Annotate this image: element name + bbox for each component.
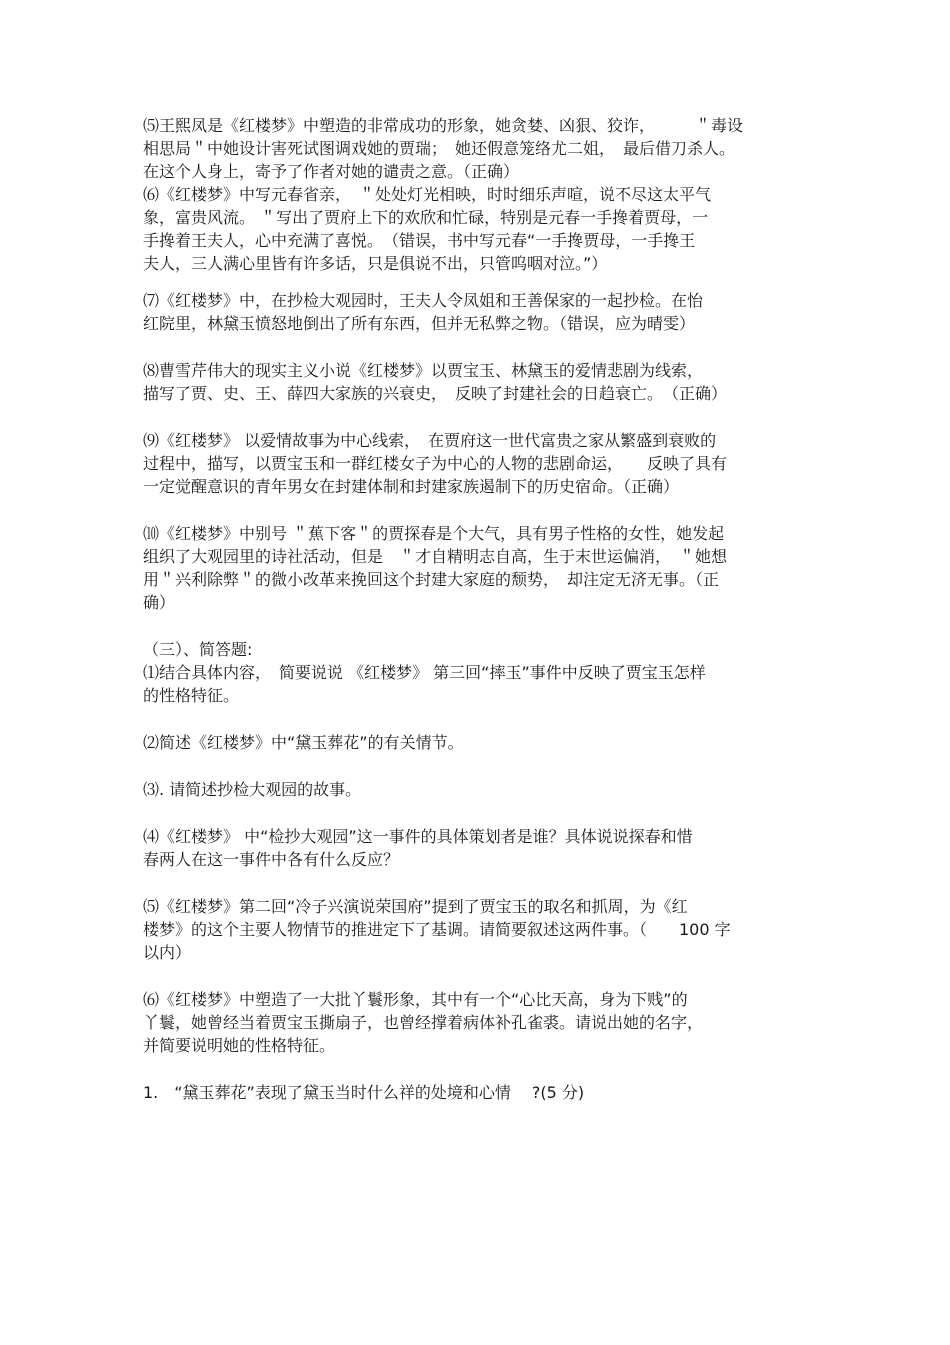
text-line: 一定觉醒意识的青年男女在封建体制和封建家族遏制下的历史宿命。（正确） <box>143 477 680 496</box>
statement-6 <box>143 183 813 275</box>
statement-7 <box>143 289 813 335</box>
spacer <box>143 335 813 359</box>
text-line: 楼梦》的这个主要人物情节的推进定下了基调。请简要叙述这两件事。（ 100 字 <box>143 920 731 939</box>
question-1 <box>143 661 813 707</box>
question-6 <box>143 988 813 1057</box>
text-line: ⑽《红楼梦》中别号 ＂蕉下客＂的贾探春是个大气，具有男子性格的女性，她发起 <box>143 524 725 543</box>
spacer <box>143 614 813 638</box>
text-line: 夫人，三人满心里皆有许多话，只是俱说不出，只管呜咽对泣。”） <box>143 254 608 273</box>
spacer <box>143 871 813 895</box>
text-line: 象，富贵风流。 ＂写出了贾府上下的欢欣和忙碌，特别是元春一手搀着贾母，一 <box>143 208 709 227</box>
text-line: 在这个人身上，寄予了作者对她的谴责之意。（正确） <box>143 162 520 181</box>
section-heading <box>143 638 813 661</box>
spacer <box>143 1057 813 1081</box>
spacer <box>143 754 813 778</box>
spacer <box>143 707 813 731</box>
question-2 <box>143 731 813 754</box>
text-line: ⑼《红楼梦》 以爱情故事为中心线索， 在贾府这一世代富贵之家从繁盛到衰败的 <box>143 431 717 450</box>
text-line: ⑹《红楼梦》中写元春省亲， ＂处处灯光相映，时时细乐声喧，说不尽这太平气 <box>143 185 712 204</box>
spacer <box>143 801 813 825</box>
text-line: 的性格特征。 <box>143 686 240 705</box>
text-line: 以内） <box>143 943 192 962</box>
spacer <box>143 405 813 429</box>
section-heading-text: （三）、简答题: <box>143 640 253 659</box>
text-line: 红院里，林黛玉愤怒地倒出了所有东西，但并无私弊之物。（错误，应为晴雯） <box>143 314 696 333</box>
text-line: 丫鬟，她曾经当着贾宝玉撕扇子，也曾经撑着病体补孔雀裘。请说出她的名字， <box>143 1013 704 1032</box>
text-line: 用＂兴利除弊＂的微小改革来挽回这个封建大家庭的颓势， 却注定无济无事。（正 <box>143 570 720 589</box>
text-line: ⑻曹雪芹伟大的现实主义小说《红楼梦》以贾宝玉、林黛玉的爱情悲剧为线索， <box>143 361 704 380</box>
text-line: ⑵简述《红楼梦》中“黛玉葬花”的有关情节。 <box>143 733 464 752</box>
text-line: 描写了贾、史、王、薛四大家族的兴衰史， 反映了封建社会的日趋衰亡。 （正确） <box>143 384 728 403</box>
spacer <box>143 498 813 522</box>
text-line: 手搀着王夫人，心中充满了喜悦。 （错误，书中写元春“一手搀贾母，一手搀王 <box>143 231 696 250</box>
statement-8 <box>143 359 813 405</box>
text-line: ⑸王熙凤是《红楼梦》中塑造的非常成功的形象，她贪婪、凶狠、狡诈， ＂毒设 <box>143 116 744 135</box>
text-line: 相思局＂中她设计害死试图调戏她的贾瑞； 她还假意笼络尤二姐， 最后借刀杀人。 <box>143 139 736 158</box>
text-line: ⑺《红楼梦》中，在抄检大观园时，王夫人令凤姐和王善保家的一起抄检。在怡 <box>143 291 704 310</box>
question-5 <box>143 895 813 964</box>
statement-10 <box>143 522 813 614</box>
document-page <box>143 114 813 1104</box>
text-line: ⑹《红楼梦》中塑造了一大批丫鬟形象，其中有一个“心比天高，身为下贱”的 <box>143 990 688 1009</box>
text-line: ⑸《红楼梦》第二回“冷子兴演说荣国府”提到了贾宝玉的取名和抓周，为《红 <box>143 897 688 916</box>
statement-5 <box>143 114 813 183</box>
final-question <box>143 1081 813 1104</box>
text-line: 并简要说明她的性格特征。 <box>143 1036 336 1055</box>
text-line: 组织了大观园里的诗社活动，但是 ＂才自精明志自高，生于末世运偏消， ＂她想 <box>143 547 728 566</box>
text-line: 过程中，描写，以贾宝玉和一群红楼女子为中心的人物的悲剧命运， 反映了具有 <box>143 454 728 473</box>
text-line: 春两人在这一事件中各有什么反应？ <box>143 850 400 869</box>
text-line: ⑷《红楼梦》 中“检抄大观园”这一事件的具体策划者是谁？具体说说探春和惜 <box>143 827 693 846</box>
spacer <box>143 964 813 988</box>
text-line: ⑶. 请简述抄检大观园的故事。 <box>143 780 362 799</box>
text-line: 确） <box>143 593 176 612</box>
statement-9 <box>143 429 813 498</box>
spacer <box>143 275 813 289</box>
question-3 <box>143 778 813 801</box>
text-line: 1. “黛玉葬花”表现了黛玉当时什么祥的处境和心情 ?(5 分) <box>143 1083 585 1102</box>
question-4 <box>143 825 813 871</box>
text-line: ⑴结合具体内容， 简要说说 《红楼梦》 第三回“摔玉”事件中反映了贾宝玉怎样 <box>143 663 706 682</box>
